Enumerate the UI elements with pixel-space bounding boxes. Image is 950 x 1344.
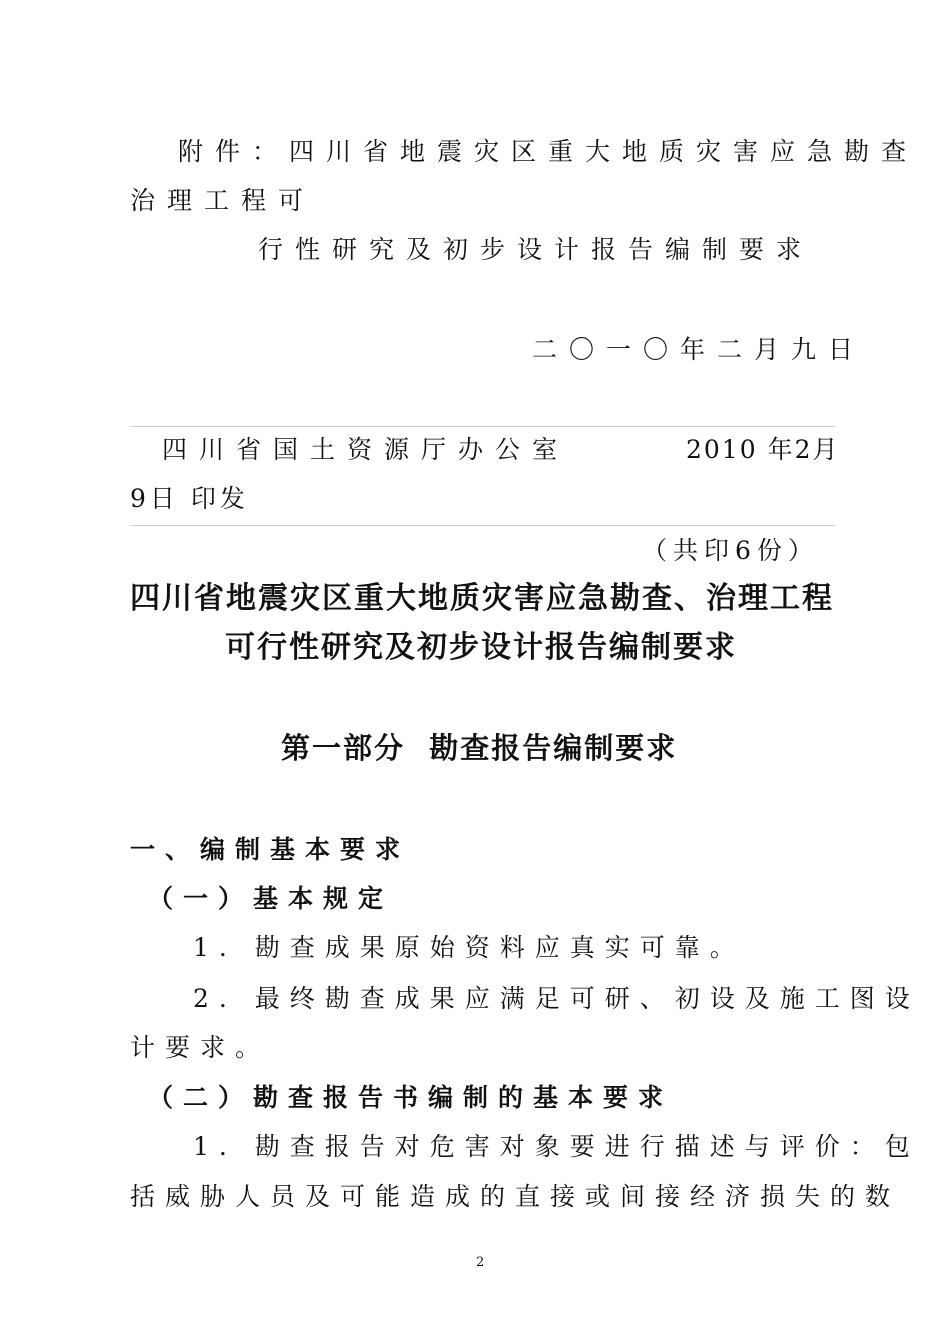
part-heading: 第一部分 勘查报告编制要求 [281,731,678,765]
page-number: 2 [476,1255,485,1270]
document-title-line-1: 四川省地震灾区重大地质灾害应急勘查、治理工程 [130,581,834,616]
attachment-line-2: 治理工程可 [130,186,316,215]
paragraph-item-1: 1. 勘查成果原始资料应真实可靠。 [193,933,745,962]
attachment-line-3: 行性研究及初步设计报告编制要求 [258,235,814,264]
subsection-heading-1: （一）基本规定 [148,884,394,913]
attachment-line-1: 附件：四川省地震灾区重大地质灾害应急勘查 [178,137,919,166]
issuer-office: 四川省国土资源厅办公室 [162,435,570,464]
subsection-heading-2: （二）勘查报告书编制的基本要求 [148,1083,674,1112]
document-title-line-2: 可行性研究及初步设计报告编制要求 [225,630,737,665]
document-date: 二〇一〇年二月九日 [532,335,866,364]
top-rule [130,426,835,427]
paragraph-item-2-line-1: 2. 最终勘查成果应满足可研、初设及施工图设 [193,984,920,1013]
paragraph-2-item-1-line-1: 1. 勘查报告对危害对象要进行描述与评价：包 [193,1132,920,1161]
issuer-date-part-2: 9日 印发 [130,484,249,513]
copies-note: （共印6份） [642,536,819,565]
issuer-date-part-1: 2010 年2月 [686,435,840,464]
paragraph-2-item-1-line-2: 括威胁人员及可能造成的直接或间接经济损失的数 [130,1182,901,1211]
paragraph-item-2-line-2: 计要求。 [130,1033,271,1062]
section-heading: 一、编制基本要求 [130,835,411,864]
bottom-rule [130,525,835,526]
